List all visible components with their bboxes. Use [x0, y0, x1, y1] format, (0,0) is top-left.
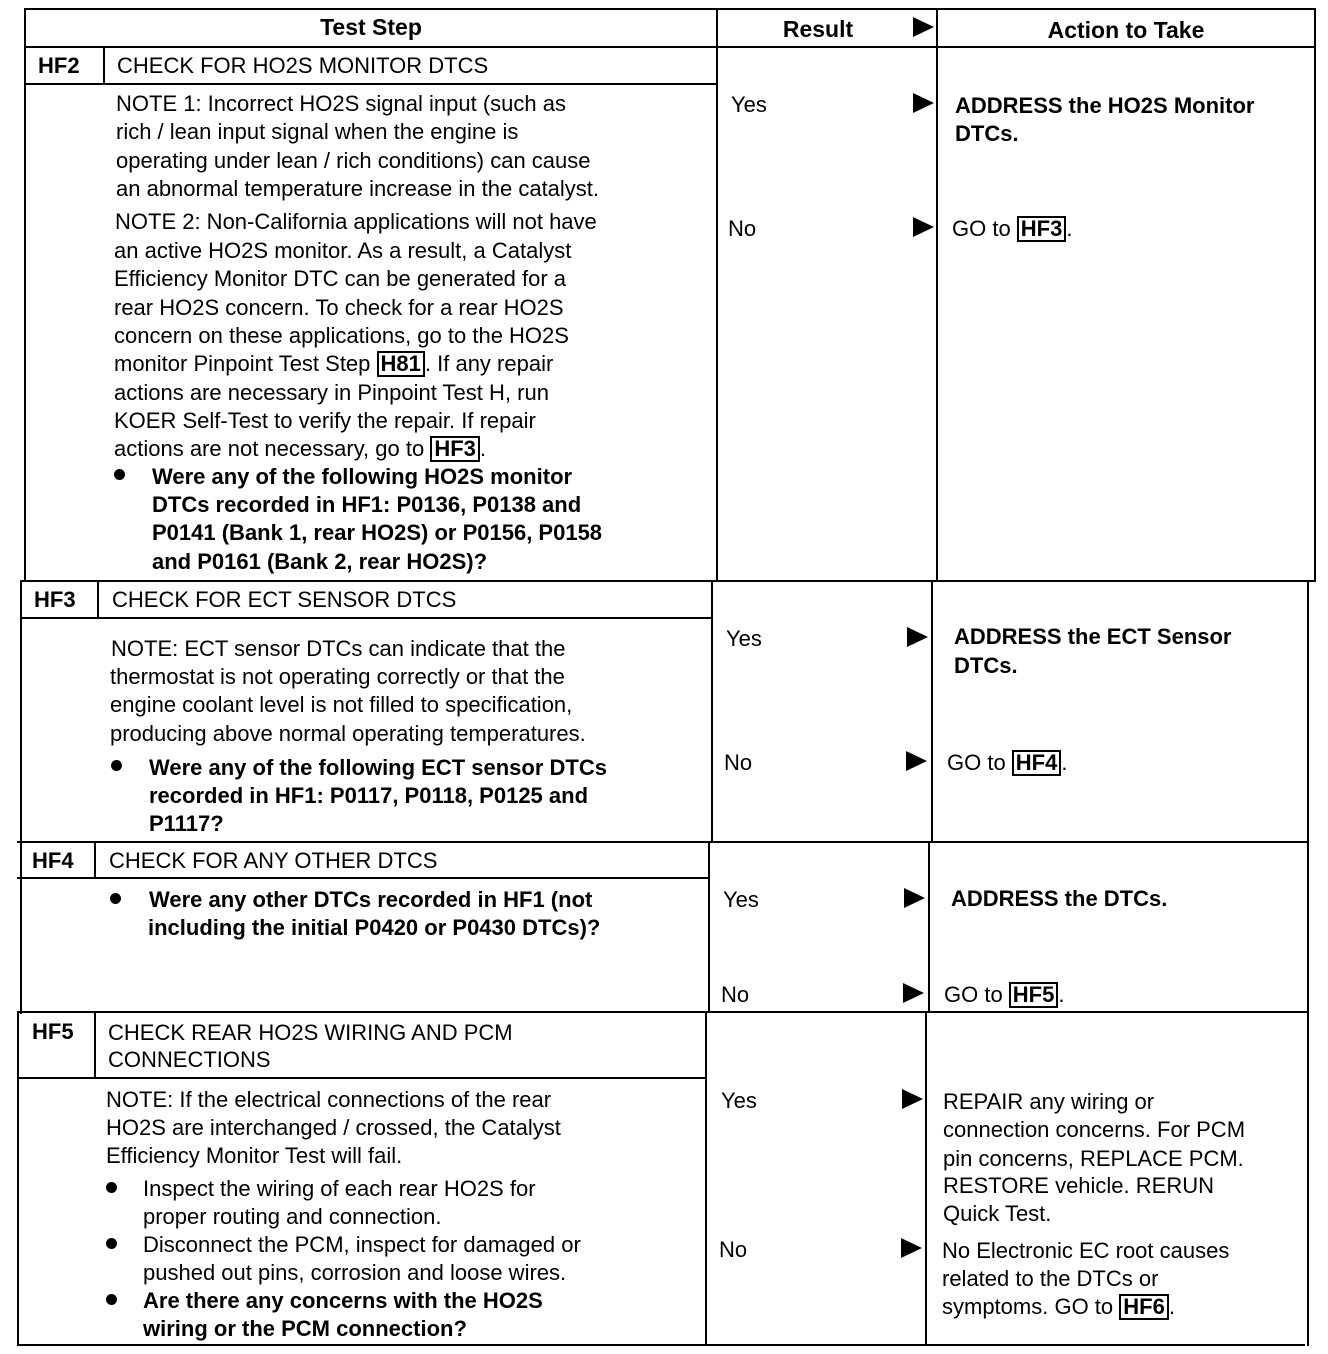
question-line: Were any other DTCs recorded in HF1 (not — [149, 887, 593, 912]
step-id-divider — [94, 842, 96, 878]
header-action: Action to Take — [1047, 17, 1205, 43]
bullet-icon — [110, 893, 121, 904]
step-title: CONNECTIONS — [108, 1047, 271, 1072]
step-title-underline — [24, 83, 718, 85]
bullet-icon — [106, 1238, 117, 1249]
action-text: . — [1066, 216, 1073, 241]
bullet-icon — [111, 760, 122, 771]
action-line: ADDRESS the ECT Sensor — [954, 624, 1232, 649]
note-line — [114, 350, 553, 378]
action-text: GO to — [947, 750, 1012, 775]
action-line: RESTORE vehicle. RERUN — [943, 1173, 1214, 1198]
column-divider — [925, 1012, 927, 1346]
bullet-icon — [114, 469, 125, 480]
step-title: CHECK FOR ANY OTHER DTCS — [109, 848, 438, 873]
result-yes: Yes — [723, 887, 759, 912]
arrow-icon — [904, 888, 925, 908]
action-line: DTCs. — [954, 653, 1018, 678]
note-line: Efficiency Monitor DTC can be generated for a — [114, 266, 567, 291]
arrow-icon — [913, 217, 934, 237]
column-divider — [936, 8, 938, 582]
note-line: Efficiency Monitor Test will fail. — [106, 1143, 403, 1168]
question-line: Were any of the following ECT sensor DTCs — [149, 755, 607, 780]
column-divider — [931, 582, 933, 842]
result-no: No — [728, 216, 757, 241]
question-line: and P0161 (Bank 2, rear HO2S)? — [152, 549, 488, 574]
step-title: CHECK FOR HO2S MONITOR DTCS — [117, 53, 489, 78]
note-text: . — [479, 436, 487, 461]
note-text: . If any repair — [424, 351, 554, 376]
column-divider — [711, 582, 713, 842]
note-line: NOTE 2: Non-California applications will not have — [115, 209, 597, 234]
action-line: ADDRESS the DTCs. — [951, 886, 1168, 911]
column-divider — [708, 842, 710, 1012]
action-line: connection concerns. For PCM — [943, 1117, 1246, 1142]
step-title: CHECK REAR HO2S WIRING AND PCM — [108, 1020, 513, 1045]
table-border-left — [20, 582, 22, 1014]
action-text: . — [1168, 1294, 1175, 1319]
step-reference-link[interactable]: HF4 — [1012, 750, 1062, 776]
note-line: NOTE: ECT sensor DTCs can indicate that the — [111, 636, 566, 661]
step-title-underline — [17, 1077, 707, 1079]
step-reference-link[interactable]: HF3 — [430, 436, 480, 462]
bullet-line: proper routing and connection. — [143, 1204, 442, 1229]
question-line: recorded in HF1: P0117, P0118, P0125 and — [149, 783, 589, 808]
column-divider — [705, 1012, 707, 1346]
table-border-top — [26, 8, 1316, 10]
step-reference-link[interactable]: HF6 — [1119, 1294, 1169, 1320]
column-divider — [716, 8, 718, 582]
step-id: HF5 — [32, 1019, 74, 1044]
note-line: rear HO2S concern. To check for a rear HO2S — [114, 295, 564, 320]
row-divider — [20, 580, 1316, 582]
table-border-left — [24, 8, 26, 582]
row-divider — [17, 841, 1309, 843]
note-line: rich / lean input signal when the engine is — [116, 119, 519, 144]
header-test-step: Test Step — [320, 14, 422, 40]
result-no: No — [724, 750, 753, 775]
action-line: REPAIR any wiring or — [943, 1089, 1155, 1114]
action-line: pin concerns, REPLACE PCM. — [943, 1146, 1244, 1171]
action-line — [947, 749, 1067, 777]
step-id-divider — [97, 582, 99, 618]
question-line: P1117? — [149, 811, 224, 836]
arrow-icon — [903, 983, 924, 1003]
step-title: CHECK FOR ECT SENSOR DTCS — [112, 587, 457, 612]
result-yes: Yes — [726, 626, 762, 651]
arrow-icon — [902, 1089, 923, 1109]
header-divider — [24, 46, 1316, 48]
action-text: . — [1058, 982, 1065, 1007]
step-reference-link[interactable]: HF3 — [1017, 216, 1067, 242]
question-line: P0141 (Bank 1, rear HO2S) or P0156, P0158 — [152, 520, 603, 545]
result-yes: Yes — [731, 92, 767, 117]
step-id: HF4 — [32, 848, 74, 873]
note-line: actions are necessary in Pinpoint Test H, run — [114, 380, 549, 405]
action-line — [952, 215, 1072, 243]
note-line: HO2S are interchanged / crossed, the Catalyst — [106, 1115, 561, 1140]
column-divider — [928, 842, 930, 1012]
bullet-icon — [106, 1294, 117, 1305]
arrow-icon — [901, 1238, 922, 1258]
table-border-right — [1314, 8, 1316, 582]
note-text: monitor Pinpoint Test Step — [114, 351, 377, 376]
question-line: wiring or the PCM connection? — [143, 1316, 467, 1341]
note-line: operating under lean / rich conditions) can cause — [116, 148, 591, 173]
action-line: Quick Test. — [943, 1201, 1052, 1226]
step-id: HF2 — [38, 53, 80, 78]
note-line: thermostat is not operating correctly or that the — [110, 664, 565, 689]
result-no: No — [719, 1237, 748, 1262]
note-line: an abnormal temperature increase in the catalyst. — [116, 176, 600, 201]
result-yes: Yes — [721, 1088, 757, 1113]
question-line: including the initial P0420 or P0430 DTCs)? — [148, 915, 601, 940]
action-text: GO to — [952, 216, 1017, 241]
step-reference-link[interactable]: HF5 — [1009, 982, 1059, 1008]
action-text: . — [1061, 750, 1068, 775]
table-border-right — [1307, 582, 1309, 1346]
question-line: Are there any concerns with the HO2S — [143, 1288, 543, 1313]
arrow-icon — [907, 627, 928, 647]
step-id: HF3 — [34, 587, 76, 612]
step-reference-link[interactable]: H81 — [377, 351, 425, 377]
result-no: No — [721, 982, 750, 1007]
step-id-divider — [103, 46, 105, 84]
bullet-line: pushed out pins, corrosion and loose wires. — [143, 1260, 567, 1285]
note-text: actions are not necessary, go to — [114, 436, 431, 461]
step-title-underline — [17, 877, 710, 879]
bullet-line: Disconnect the PCM, inspect for damaged or — [143, 1232, 581, 1257]
note-line — [114, 435, 486, 463]
table-border-bottom — [17, 1344, 1305, 1346]
action-line: DTCs. — [955, 121, 1019, 146]
action-line — [944, 981, 1064, 1009]
action-line: No Electronic EC root causes — [942, 1238, 1230, 1263]
note-line: producing above normal operating temperatures. — [110, 721, 586, 746]
action-line: related to the DTCs or — [942, 1266, 1159, 1291]
note-line: NOTE: If the electrical connections of the rear — [106, 1087, 552, 1112]
question-line: Were any of the following HO2S monitor — [152, 464, 573, 489]
bullet-icon — [106, 1182, 117, 1193]
note-line: concern on these applications, go to the HO2S — [114, 323, 569, 348]
action-text: GO to — [944, 982, 1009, 1007]
action-text: symptoms. GO to — [942, 1294, 1120, 1319]
header-result: Result — [782, 16, 854, 42]
header-arrow-icon — [913, 17, 934, 37]
note-line: NOTE 1: Incorrect HO2S signal input (such as — [116, 91, 566, 116]
note-line: KOER Self-Test to verify the repair. If repair — [114, 408, 536, 433]
arrow-icon — [913, 93, 934, 113]
note-line: engine coolant level is not filled to specification, — [110, 692, 573, 717]
arrow-icon — [906, 751, 927, 771]
row-divider — [17, 1011, 1309, 1013]
step-id-divider — [94, 1012, 96, 1078]
note-line: an active HO2S monitor. As a result, a Catalyst — [114, 238, 572, 263]
table-border-left — [17, 1012, 19, 1346]
action-line — [942, 1293, 1175, 1321]
action-line: ADDRESS the HO2S Monitor — [955, 93, 1255, 118]
question-line: DTCs recorded in HF1: P0136, P0138 and — [152, 492, 582, 517]
bullet-line: Inspect the wiring of each rear HO2S for — [143, 1176, 536, 1201]
step-title-underline — [20, 617, 713, 619]
